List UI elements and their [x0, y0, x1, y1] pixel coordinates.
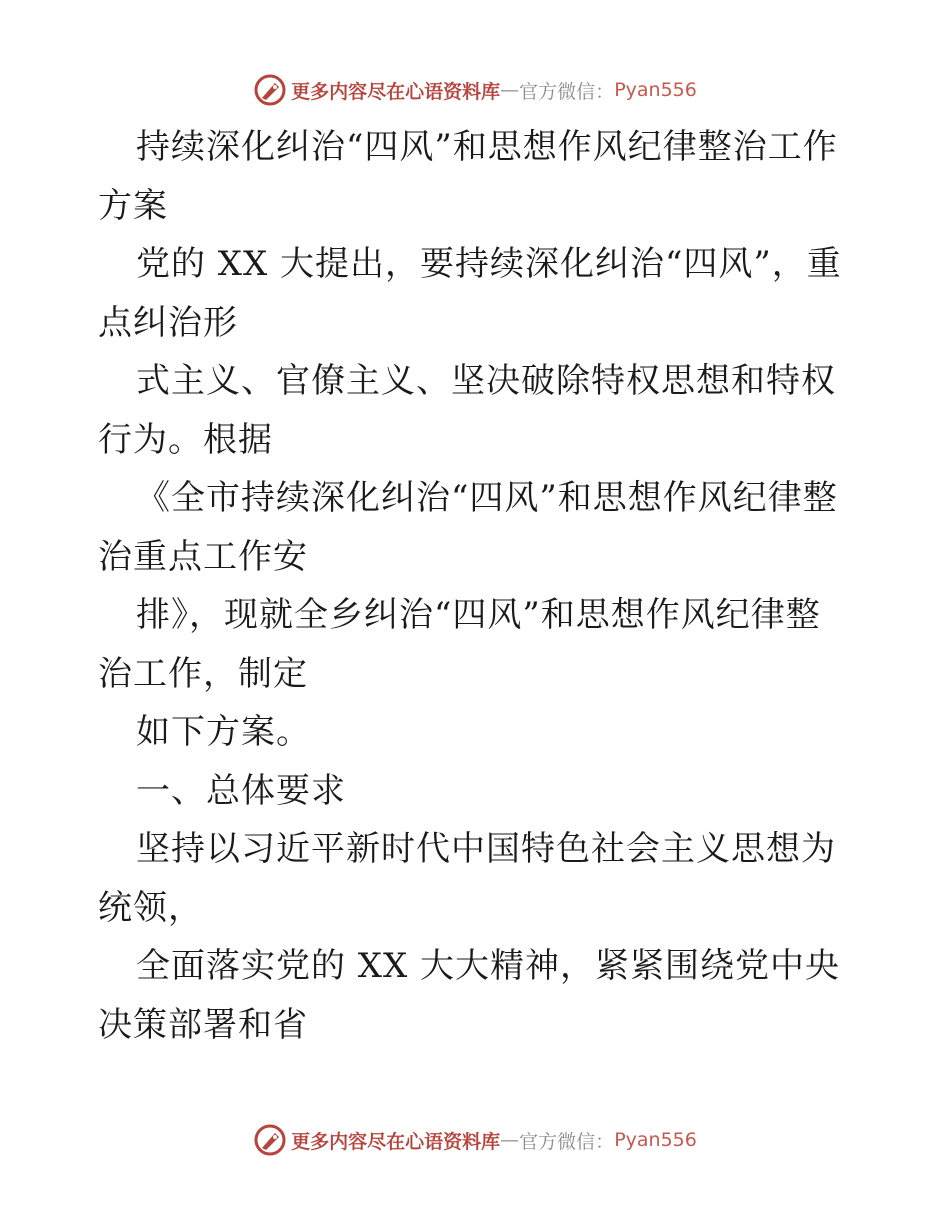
section-heading: 一、总体要求 [136, 770, 346, 811]
footer-watermark [0, 1120, 950, 1160]
paragraph: 式主义、官僚主义、坚决破除特权思想和特权行为。根据 [98, 361, 836, 460]
paragraph: 排》，现就全乡纠治“四风”和思想作风纪律整治工作，制定 [98, 595, 821, 694]
pen-nib-icon [253, 1123, 287, 1157]
watermark-official-label: 官方微信： [519, 1130, 615, 1153]
watermark-dash: — [500, 1129, 520, 1151]
watermark-wechat-id: Pyan556 [614, 79, 697, 101]
watermark-dash: — [500, 79, 520, 101]
watermark-wechat-id: Pyan556 [614, 1129, 697, 1151]
paragraph: 《全市持续深化纠治“四风”和思想作风纪律整治重点工作安 [98, 478, 838, 577]
paragraph: 坚持以习近平新时代中国特色社会主义思想为统领， [98, 829, 836, 928]
watermark-official-label: 官方微信： [519, 80, 615, 103]
document-body [98, 118, 853, 1054]
pen-nib-icon [253, 73, 287, 107]
document-title: 持续深化纠治“四风”和思想作风纪律整治工作方案 [98, 127, 838, 226]
paragraph: 全面落实党的 XX 大大精神，紧紧围绕党中央决策部署和省 [98, 946, 841, 1045]
paragraph: 如下方案。 [136, 712, 311, 752]
watermark-site-text: 更多内容尽在心语资料库 [291, 1130, 501, 1153]
header-watermark [0, 70, 950, 110]
paragraph: 党的 XX 大提出，要持续深化纠治“四风”，重点纠治形 [98, 244, 842, 343]
watermark-site-text: 更多内容尽在心语资料库 [291, 80, 501, 103]
